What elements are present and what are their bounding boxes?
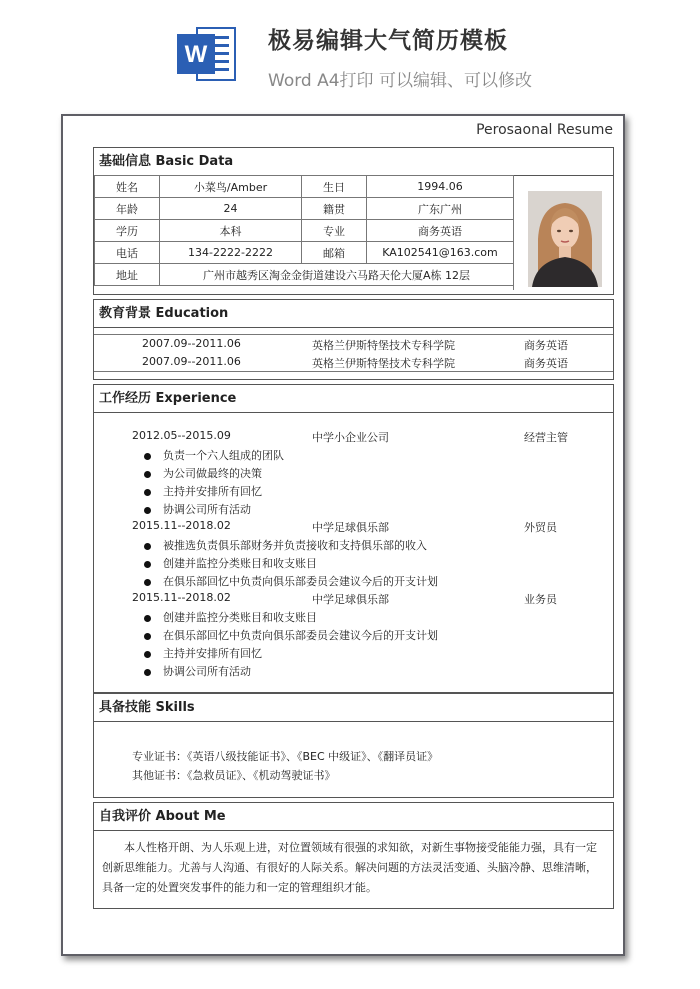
info-row xyxy=(95,198,514,220)
job-role: 经营主管 xyxy=(524,431,568,444)
edu-school: 英格兰伊斯特堡技术专科学院 xyxy=(312,339,455,352)
info-row xyxy=(95,220,514,242)
svg-text:W: W xyxy=(184,41,208,68)
info-row xyxy=(95,242,514,264)
info-label: 学历 xyxy=(95,220,160,242)
bullet-icon xyxy=(144,543,151,550)
duty-item: 负责一个六人组成的团队 xyxy=(144,447,284,463)
header xyxy=(0,0,700,100)
bullet-icon xyxy=(144,561,151,568)
info-label: 电话 xyxy=(95,242,160,264)
about-section xyxy=(93,802,614,909)
edu-major: 商务英语 xyxy=(524,339,568,352)
about-text: 本人性格开朗、为人乐观上进，对位置领域有很强的求知欲，对新生事物接受能能力强，具有一定创新思维能力。尤善与人沟通、有很好的人际关系。解决问题的方法灵活变通、头脑冷静、思维清晰，具备一定的处置突发事件的能力和一定的管理组织才能。 xyxy=(102,841,597,894)
info-value: 本科 xyxy=(160,220,302,242)
info-row xyxy=(95,264,514,286)
info-label: 生日 xyxy=(302,176,367,198)
info-label: 年龄 xyxy=(95,198,160,220)
job-role: 业务员 xyxy=(524,593,557,606)
duty-item: 在俱乐部回忆中负责向俱乐部委员会建议今后的开支计划 xyxy=(144,627,438,643)
duty-item: 协调公司所有活动 xyxy=(144,501,251,517)
skills-line: 专业证书：《英语八级技能证书》、《BEC 中级证》、《翻译员证》 xyxy=(132,750,439,763)
bullet-icon xyxy=(144,453,151,460)
resume-sheet xyxy=(61,114,625,956)
experience-section xyxy=(93,384,614,693)
bullet-icon xyxy=(144,633,151,640)
duty-item: 在俱乐部回忆中负责向俱乐部委员会建议今后的开支计划 xyxy=(144,573,438,589)
bullet-icon xyxy=(144,615,151,622)
education-section xyxy=(93,299,614,380)
bullet-icon xyxy=(144,651,151,658)
info-row xyxy=(95,176,514,198)
info-value: 广东广州 xyxy=(367,198,514,220)
bullet-icon xyxy=(144,507,151,514)
bullet-icon xyxy=(144,669,151,676)
skills-heading: 具备技能 Skills xyxy=(94,694,613,722)
bullet-icon xyxy=(144,579,151,586)
edu-school: 英格兰伊斯特堡技术专科学院 xyxy=(312,357,455,370)
duty-item: 创建并监控分类账目和收支账目 xyxy=(144,609,317,625)
about-heading: 自我评价 About Me xyxy=(94,803,613,831)
duty-item: 被推选负责俱乐部财务并负责接收和支持俱乐部的收入 xyxy=(144,537,427,553)
duty-item: 协调公司所有活动 xyxy=(144,663,251,679)
education-list xyxy=(94,334,613,372)
job-company: 中学小企业公司 xyxy=(312,431,389,444)
info-label: 邮箱 xyxy=(302,242,367,264)
job-company: 中学足球俱乐部 xyxy=(312,521,389,534)
edu-period: 2007.09--2011.06 xyxy=(142,337,241,350)
profile-photo xyxy=(528,191,602,287)
job-company: 中学足球俱乐部 xyxy=(312,593,389,606)
education-heading: 教育背景 Education xyxy=(94,300,613,328)
basic-data-heading: 基础信息 Basic Data xyxy=(94,148,613,176)
resume-title: Perosaonal Resume xyxy=(476,122,613,138)
address-value: 广州市越秀区淘金金街道建设六马路天伦大厦A栋 12层 xyxy=(160,264,514,286)
duty-item: 主持并安排所有回忆 xyxy=(144,483,262,499)
job-period: 2012.05--2015.09 xyxy=(132,429,231,442)
info-value: 24 xyxy=(160,198,302,220)
duty-item: 为公司做最终的决策 xyxy=(144,465,262,481)
job-period: 2015.11--2018.02 xyxy=(132,519,231,532)
info-value: 商务英语 xyxy=(367,220,514,242)
duty-item: 主持并安排所有回忆 xyxy=(144,645,262,661)
skills-section xyxy=(93,693,614,798)
bullet-icon xyxy=(144,489,151,496)
basic-data-section xyxy=(93,147,614,295)
info-label: 籍贯 xyxy=(302,198,367,220)
photo-cell xyxy=(513,175,615,290)
page-title: 极易编辑大气简历模板 xyxy=(268,28,508,54)
bullet-icon xyxy=(144,471,151,478)
info-label: 姓名 xyxy=(95,176,160,198)
info-value: KA102541@163.com xyxy=(367,242,514,264)
job-period: 2015.11--2018.02 xyxy=(132,591,231,604)
info-value: 1994.06 xyxy=(367,176,514,198)
info-label: 地址 xyxy=(95,264,160,286)
info-label: 专业 xyxy=(302,220,367,242)
edu-period: 2007.09--2011.06 xyxy=(142,355,241,368)
word-document-icon xyxy=(175,22,239,86)
info-value: 小菜鸟/Amber xyxy=(160,176,302,198)
page-subtitle: Word A4打印 可以编辑、可以修改 xyxy=(268,71,532,91)
duty-item: 创建并监控分类账目和收支账目 xyxy=(144,555,317,571)
edu-major: 商务英语 xyxy=(524,357,568,370)
job-role: 外贸员 xyxy=(524,521,557,534)
info-value: 134-2222-2222 xyxy=(160,242,302,264)
experience-heading: 工作经历 Experience xyxy=(94,385,613,413)
basic-info-table xyxy=(94,175,514,286)
skills-line: 其他证书：《急救员证》、《机动驾驶证书》 xyxy=(132,769,336,782)
